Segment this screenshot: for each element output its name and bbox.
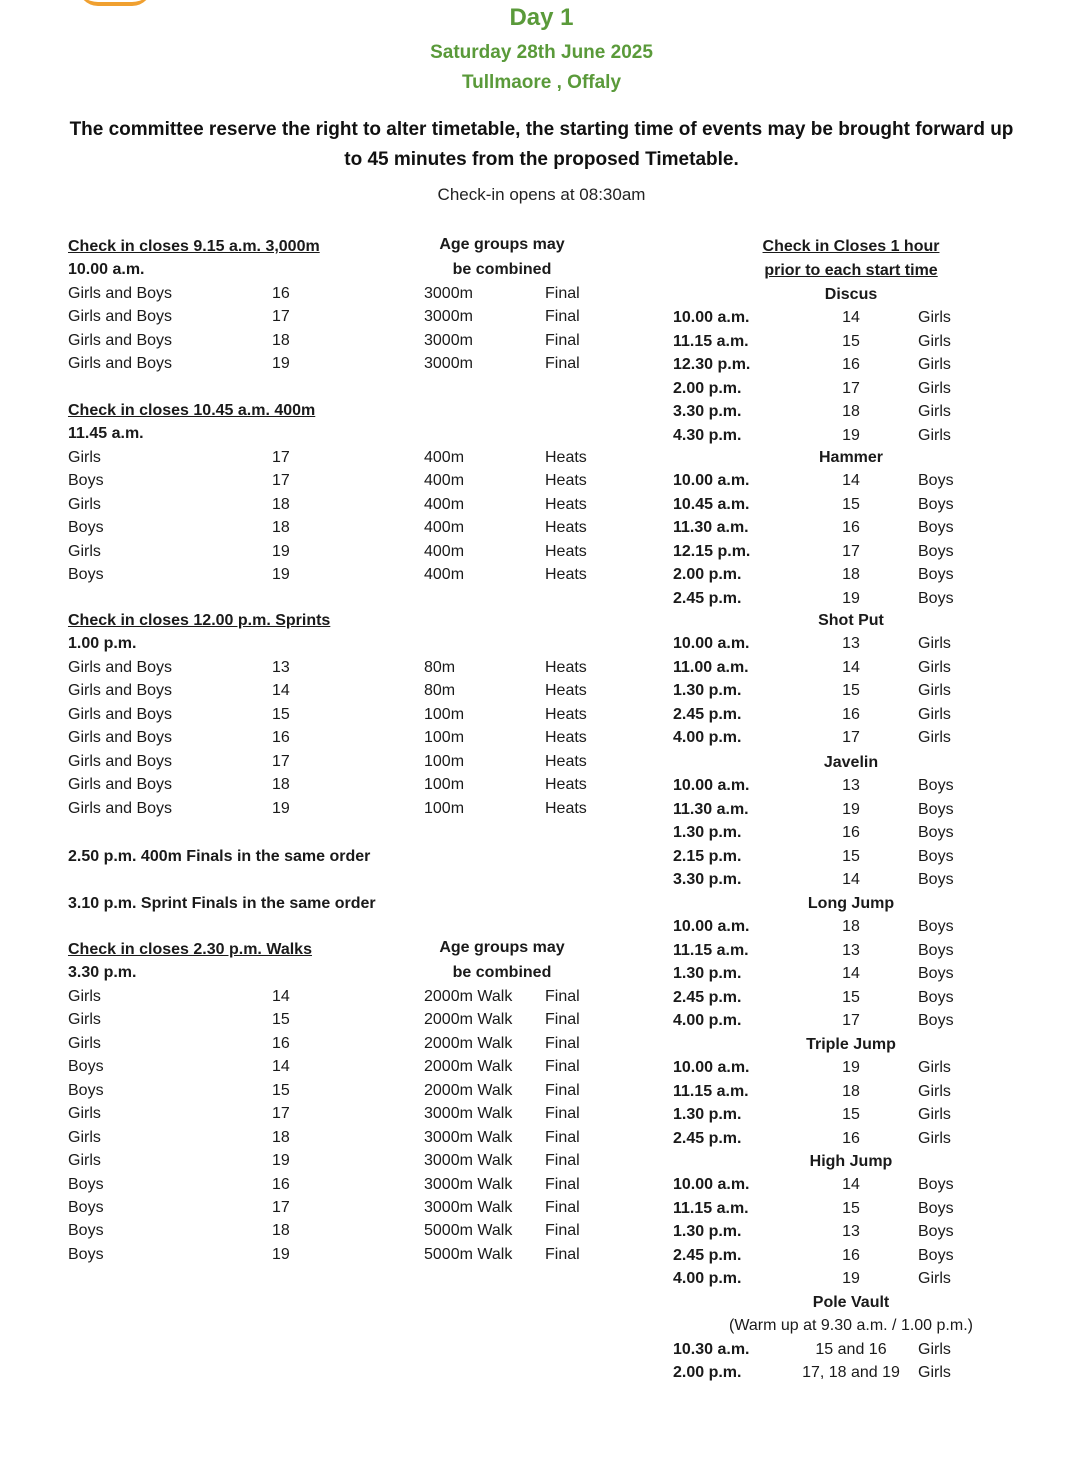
- field-age: 16: [842, 824, 860, 842]
- field-gender: Girls: [918, 635, 951, 653]
- entry-event: 100m: [424, 705, 465, 723]
- field-age: 15: [842, 847, 860, 865]
- field-age: 15 and 16: [815, 1340, 887, 1358]
- entry-event: 2000m Walk: [424, 1058, 513, 1076]
- field-age: 14: [842, 965, 860, 983]
- entry-event: 100m: [424, 729, 465, 747]
- field-gender: Girls: [918, 1106, 951, 1124]
- field-event-name: Discus: [824, 286, 878, 303]
- entry-gender: Boys: [68, 472, 104, 490]
- entry-gender: Girls and Boys: [68, 799, 173, 817]
- field-gender: Girls: [918, 426, 951, 444]
- entry-age: 18: [272, 519, 290, 537]
- finals-sprint-note: 3.10 p.m. Sprint Finals in the same order: [68, 895, 376, 912]
- field-age: 19: [842, 1270, 860, 1288]
- entry-event: 2000m Walk: [424, 1034, 513, 1052]
- field-age: 19: [842, 589, 860, 607]
- field-start-time: 2.45 p.m.: [673, 1129, 742, 1147]
- field-age: 16: [842, 705, 860, 723]
- entry-gender: Girls: [68, 1034, 101, 1052]
- field-gender: Girls: [918, 356, 951, 374]
- entry-gender: Boys: [68, 1175, 104, 1193]
- entry-age: 17: [272, 472, 290, 490]
- field-age: 18: [842, 918, 860, 936]
- field-gender: Boys: [918, 824, 954, 842]
- entry-event: 3000m Walk: [424, 1175, 513, 1193]
- field-gender: Girls: [918, 658, 951, 676]
- entry-gender: Girls and Boys: [68, 682, 173, 700]
- entry-age: 15: [272, 1081, 290, 1099]
- field-start-time: 3.30 p.m.: [673, 403, 742, 421]
- field-start-time: 1.30 p.m.: [673, 682, 742, 700]
- entry-gender: Girls and Boys: [68, 355, 173, 373]
- entry-gender: Girls and Boys: [68, 331, 173, 349]
- entry-gender: Girls and Boys: [68, 308, 173, 326]
- field-age: 14: [842, 1176, 860, 1194]
- entry-round: Final: [545, 987, 580, 1005]
- entry-event: 400m: [424, 495, 465, 513]
- entry-age: 17: [272, 752, 290, 770]
- entry-age: 19: [272, 355, 290, 373]
- field-gender: Girls: [918, 309, 951, 327]
- field-start-time: 3.30 p.m.: [673, 871, 742, 889]
- field-age: 17: [842, 729, 860, 747]
- field-gender: Girls: [918, 332, 951, 350]
- event-date: Saturday 28th June 2025: [430, 42, 653, 63]
- entry-event: 400m: [424, 519, 465, 537]
- entry-gender: Boys: [68, 1198, 104, 1216]
- entry-round: Final: [545, 1175, 580, 1193]
- entry-round: Heats: [545, 682, 587, 700]
- section-checkin-close: Check in closes 10.45 a.m. 400m: [68, 402, 316, 419]
- field-start-time: 4.00 p.m.: [673, 1270, 742, 1288]
- entry-age: 19: [272, 799, 290, 817]
- field-age: 13: [842, 941, 860, 959]
- entry-round: Heats: [545, 752, 587, 770]
- field-event-name: Hammer: [818, 449, 884, 466]
- entry-gender: Girls: [68, 987, 101, 1005]
- entry-gender: Girls and Boys: [68, 284, 173, 302]
- field-gender: Boys: [918, 941, 954, 959]
- field-event-name: Long Jump: [807, 895, 895, 912]
- field-start-time: 10.00 a.m.: [673, 1059, 750, 1077]
- field-start-time: 11.15 a.m.: [673, 1199, 749, 1217]
- entry-round: Final: [545, 284, 580, 302]
- entry-round: Heats: [545, 729, 587, 747]
- entry-age: 18: [272, 495, 290, 513]
- section-start-time: 10.00 a.m.: [68, 261, 145, 279]
- entry-round: Final: [545, 1128, 580, 1146]
- entry-gender: Boys: [68, 566, 104, 584]
- entry-event: 400m: [424, 566, 465, 584]
- pole-vault-warmup: (Warm up at 9.30 a.m. / 1.00 p.m.): [729, 1317, 973, 1335]
- entry-event: 3000m Walk: [424, 1105, 513, 1123]
- entry-event: 3000m Walk: [424, 1128, 513, 1146]
- entry-age: 17: [272, 308, 290, 326]
- entry-event: 3000m: [424, 331, 473, 349]
- entry-round: Final: [545, 331, 580, 349]
- field-gender: Boys: [918, 1199, 954, 1217]
- field-gender: Boys: [918, 800, 954, 818]
- field-gender: Girls: [918, 1082, 951, 1100]
- field-age: 13: [842, 1223, 860, 1241]
- field-age: 19: [842, 1059, 860, 1077]
- entry-gender: Boys: [68, 519, 104, 537]
- field-start-time: 11.15 a.m.: [673, 332, 749, 350]
- field-event-name: Shot Put: [818, 612, 884, 629]
- field-start-time: 1.30 p.m.: [673, 1106, 742, 1124]
- field-start-time: 2.15 p.m.: [673, 847, 742, 865]
- field-age: 15: [842, 332, 860, 350]
- entry-round: Heats: [545, 776, 587, 794]
- entry-age: 17: [272, 1198, 290, 1216]
- field-age: 19: [842, 426, 860, 444]
- field-gender: Boys: [918, 777, 954, 795]
- field-gender: Boys: [918, 1246, 954, 1264]
- field-checkin-header: Check in Closes 1 hour: [762, 238, 940, 255]
- entry-round: Final: [545, 355, 580, 373]
- field-start-time: 10.00 a.m.: [673, 635, 750, 653]
- field-gender: Boys: [918, 472, 954, 490]
- field-age: 14: [842, 309, 860, 327]
- field-age: 16: [842, 356, 860, 374]
- section-start-time: 11.45 a.m.: [68, 425, 144, 443]
- field-start-time: 10.00 a.m.: [673, 918, 750, 936]
- entry-age: 16: [272, 1034, 290, 1052]
- entry-event: 3000m: [424, 308, 473, 326]
- field-age: 17: [842, 379, 860, 397]
- day-title: Day 1: [509, 4, 574, 31]
- entry-event: 5000m Walk: [424, 1222, 513, 1240]
- entry-age: 16: [272, 729, 290, 747]
- field-start-time: 10.00 a.m.: [673, 472, 750, 490]
- field-age: 13: [842, 635, 860, 653]
- age-group-note: Age groups may: [439, 939, 565, 956]
- entry-age: 14: [272, 682, 290, 700]
- field-start-time: 4.00 p.m.: [673, 729, 742, 747]
- field-start-time: 4.30 p.m.: [673, 426, 742, 444]
- field-start-time: 2.45 p.m.: [673, 988, 742, 1006]
- entry-gender: Girls and Boys: [68, 658, 173, 676]
- field-gender: Boys: [918, 566, 954, 584]
- field-gender: Girls: [918, 1270, 951, 1288]
- entry-age: 16: [272, 1175, 290, 1193]
- entry-event: 80m: [424, 658, 456, 676]
- field-start-time: 10.00 a.m.: [673, 777, 750, 795]
- field-start-time: 2.45 p.m.: [673, 705, 742, 723]
- field-gender: Boys: [918, 988, 954, 1006]
- entry-age: 14: [272, 1058, 290, 1076]
- entry-round: Heats: [545, 705, 587, 723]
- field-age: 18: [842, 1082, 860, 1100]
- field-age: 16: [842, 1129, 860, 1147]
- entry-gender: Girls: [68, 448, 101, 466]
- entry-gender: Girls: [68, 1152, 101, 1170]
- entry-gender: Girls and Boys: [68, 729, 173, 747]
- field-event-name: Triple Jump: [806, 1036, 896, 1053]
- entry-age: 19: [272, 1245, 290, 1263]
- field-age: 18: [842, 403, 860, 421]
- entry-gender: Girls and Boys: [68, 705, 173, 723]
- field-gender: Boys: [918, 589, 954, 607]
- section-checkin-close: Check in closes 9.15 a.m. 3,000m: [68, 238, 320, 255]
- field-gender: Girls: [918, 1364, 951, 1382]
- field-age: 13: [842, 777, 860, 795]
- entry-gender: Boys: [68, 1058, 104, 1076]
- checkin-opens: Check-in opens at 08:30am: [437, 185, 646, 204]
- entry-event: 100m: [424, 752, 465, 770]
- field-age: 16: [842, 1246, 860, 1264]
- finals-400m-note: 2.50 p.m. 400m Finals in the same order: [68, 848, 371, 865]
- entry-event: 100m: [424, 776, 465, 794]
- field-start-time: 11.00 a.m.: [673, 658, 749, 676]
- entry-gender: Girls and Boys: [68, 752, 173, 770]
- field-checkin-header: prior to each start time: [764, 262, 938, 279]
- field-start-time: 11.15 a.m.: [673, 941, 749, 959]
- field-start-time: 2.00 p.m.: [673, 1364, 742, 1382]
- field-gender: Boys: [918, 918, 954, 936]
- entry-round: Final: [545, 1152, 580, 1170]
- field-gender: Boys: [918, 542, 954, 560]
- entry-age: 17: [272, 448, 290, 466]
- field-age: 15: [842, 682, 860, 700]
- field-start-time: 11.15 a.m.: [673, 1082, 749, 1100]
- field-age: 17, 18 and 19: [802, 1364, 900, 1382]
- entry-event: 3000m Walk: [424, 1152, 513, 1170]
- entry-gender: Boys: [68, 1245, 104, 1263]
- entry-event: 5000m Walk: [424, 1245, 513, 1263]
- field-gender: Boys: [918, 1176, 954, 1194]
- entry-round: Heats: [545, 495, 587, 513]
- section-checkin-close: Check in closes 2.30 p.m. Walks: [68, 941, 312, 958]
- field-start-time: 1.30 p.m.: [673, 1223, 742, 1241]
- entry-gender: Girls: [68, 495, 101, 513]
- field-gender: Girls: [918, 729, 951, 747]
- field-age: 17: [842, 1012, 860, 1030]
- entry-round: Heats: [545, 566, 587, 584]
- field-age: 19: [842, 800, 860, 818]
- field-start-time: 2.45 p.m.: [673, 589, 742, 607]
- entry-round: Final: [545, 1011, 580, 1029]
- entry-round: Final: [545, 1034, 580, 1052]
- age-group-note: be combined: [452, 964, 552, 982]
- entry-event: 400m: [424, 448, 465, 466]
- entry-round: Heats: [545, 542, 587, 560]
- entry-round: Final: [545, 1245, 580, 1263]
- field-start-time: 1.30 p.m.: [673, 965, 742, 983]
- entry-round: Heats: [545, 658, 587, 676]
- field-gender: Boys: [918, 1012, 954, 1030]
- field-start-time: 4.00 p.m.: [673, 1012, 742, 1030]
- field-start-time: 10.00 a.m.: [673, 309, 750, 327]
- field-gender: Girls: [918, 379, 951, 397]
- field-age: 14: [842, 472, 860, 490]
- entry-round: Heats: [545, 799, 587, 817]
- entry-round: Final: [545, 1198, 580, 1216]
- entry-age: 13: [272, 658, 290, 676]
- entry-event: 3000m Walk: [424, 1198, 513, 1216]
- entry-gender: Boys: [68, 1081, 104, 1099]
- entry-age: 19: [272, 542, 290, 560]
- entry-gender: Girls: [68, 1011, 101, 1029]
- field-gender: Boys: [918, 847, 954, 865]
- field-gender: Girls: [918, 1129, 951, 1147]
- entry-age: 18: [272, 1128, 290, 1146]
- field-age: 16: [842, 519, 860, 537]
- field-start-time: 11.30 a.m.: [673, 519, 749, 537]
- entry-round: Final: [545, 308, 580, 326]
- entry-age: 19: [272, 566, 290, 584]
- entry-round: Final: [545, 1105, 580, 1123]
- entry-age: 15: [272, 705, 290, 723]
- field-age: 18: [842, 566, 860, 584]
- entry-age: 14: [272, 987, 290, 1005]
- entry-age: 18: [272, 331, 290, 349]
- field-age: 15: [842, 495, 860, 513]
- field-start-time: 2.45 p.m.: [673, 1246, 742, 1264]
- entry-round: Heats: [545, 519, 587, 537]
- entry-round: Heats: [545, 448, 587, 466]
- entry-event: 2000m Walk: [424, 1081, 513, 1099]
- event-venue: Tullmaore , Offaly: [461, 72, 622, 93]
- section-start-time: 1.00 p.m.: [68, 635, 137, 653]
- field-gender: Girls: [918, 705, 951, 723]
- entry-age: 19: [272, 1152, 290, 1170]
- entry-age: 18: [272, 1222, 290, 1240]
- entry-gender: Girls: [68, 542, 101, 560]
- field-gender: Boys: [918, 519, 954, 537]
- field-gender: Boys: [918, 495, 954, 513]
- field-gender: Boys: [918, 965, 954, 983]
- entry-gender: Girls: [68, 1128, 101, 1146]
- field-age: 15: [842, 988, 860, 1006]
- age-group-note: Age groups may: [439, 236, 565, 253]
- entry-event: 3000m: [424, 355, 473, 373]
- field-gender: Girls: [918, 403, 951, 421]
- timetable-notice: The committee reserve the right to alter timetable, the starting time of events may be brought forward up to 45 minutes from the proposed Timetable.: [69, 119, 1014, 170]
- entry-event: 2000m Walk: [424, 987, 513, 1005]
- field-gender: Girls: [918, 1059, 951, 1077]
- entry-event: 400m: [424, 472, 465, 490]
- field-gender: Boys: [918, 1223, 954, 1241]
- field-start-time: 2.00 p.m.: [673, 379, 742, 397]
- entry-event: 80m: [424, 682, 456, 700]
- section-checkin-close: Check in closes 12.00 p.m. Sprints: [68, 612, 331, 629]
- entry-event: 2000m Walk: [424, 1011, 513, 1029]
- field-gender: Girls: [918, 1340, 951, 1358]
- field-event-name: Pole Vault: [812, 1294, 890, 1311]
- entry-round: Final: [545, 1058, 580, 1076]
- field-start-time: 10.45 a.m.: [673, 495, 750, 513]
- entry-event: 400m: [424, 542, 465, 560]
- field-start-time: 10.30 a.m.: [673, 1340, 750, 1358]
- field-age: 15: [842, 1106, 860, 1124]
- section-start-time: 3.30 p.m.: [68, 964, 137, 982]
- field-age: 15: [842, 1199, 860, 1217]
- entry-round: Final: [545, 1222, 580, 1240]
- field-age: 14: [842, 658, 860, 676]
- age-group-note: be combined: [452, 261, 552, 279]
- entry-round: Heats: [545, 472, 587, 490]
- field-start-time: 2.00 p.m.: [673, 566, 742, 584]
- entry-age: 16: [272, 284, 290, 302]
- field-start-time: 10.00 a.m.: [673, 1176, 750, 1194]
- entry-event: 100m: [424, 799, 465, 817]
- field-event-name: Javelin: [823, 754, 879, 771]
- field-gender: Girls: [918, 682, 951, 700]
- field-event-name: High Jump: [809, 1153, 893, 1170]
- field-age: 14: [842, 871, 860, 889]
- entry-gender: Girls: [68, 1105, 101, 1123]
- entry-round: Final: [545, 1081, 580, 1099]
- field-start-time: 1.30 p.m.: [673, 824, 742, 842]
- entry-gender: Girls and Boys: [68, 776, 173, 794]
- entry-gender: Boys: [68, 1222, 104, 1240]
- entry-age: 15: [272, 1011, 290, 1029]
- field-gender: Boys: [918, 871, 954, 889]
- field-start-time: 12.15 p.m.: [673, 542, 751, 560]
- entry-age: 17: [272, 1105, 290, 1123]
- entry-event: 3000m: [424, 284, 473, 302]
- field-age: 17: [842, 542, 860, 560]
- field-start-time: 12.30 p.m.: [673, 356, 751, 374]
- field-start-time: 11.30 a.m.: [673, 800, 749, 818]
- entry-age: 18: [272, 776, 290, 794]
